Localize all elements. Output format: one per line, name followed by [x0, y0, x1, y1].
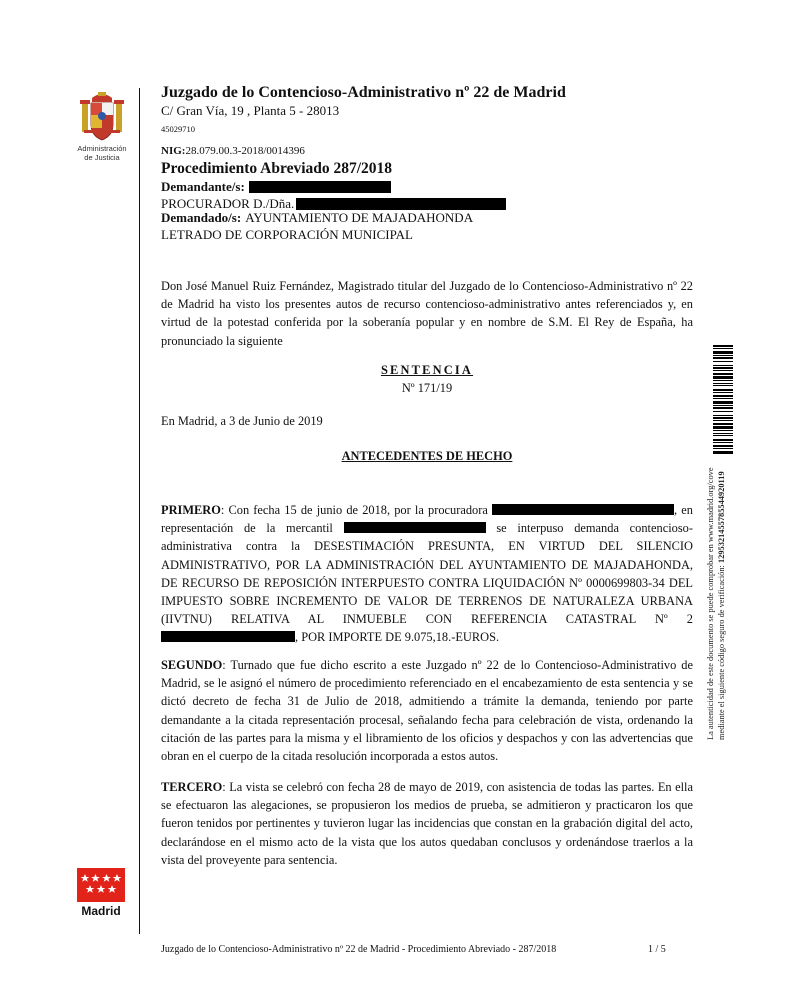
- verification-code: 1295321455785544920119: [716, 471, 726, 564]
- madrid-flag-logo: [77, 868, 125, 902]
- redaction-block: [344, 522, 486, 533]
- barcode: [713, 345, 733, 455]
- nig-line: [161, 145, 305, 157]
- tercero-label: TERCERO: [161, 780, 223, 794]
- redaction-block: [492, 504, 674, 515]
- madrid-label: Madrid: [81, 904, 121, 918]
- segundo-paragraph: SEGUNDO: Turnado que fue dicho escrito a este Juzgado nº 22 de lo Contencioso-Administrativo de Madrid, se le asignó el número de procedimiento referenciado en el encabezamiento de esta sentencia y se dictó decreto de fecha 31 de Julio de 2018, admitiendo a trámite la demanda, teniendo por parte demandante a la citada representación procesal, señalando fecha para celebración de vista, ordenando la citación de las partes para la misma y el libramiento de los oficios y despachos y con las advertencias que obran en el cuerpo de la citada resolución incorporada a estos autos.: [161, 658, 693, 764]
- verification-text: [706, 460, 727, 740]
- procurador-label: PROCURADOR D./Dña.: [161, 196, 295, 211]
- demandado-label: Demandado/s:: [161, 210, 242, 225]
- verification-line-2: mediante el siguiente código seguro de verificación: 1295321455785544920119: [716, 471, 726, 740]
- tercero-paragraph: TERCERO: La vista se celebró con fecha 28 de mayo de 2019, con asistencia de todas las partes. En ella se efectuaron las alegaciones, se propusieron los medios de prueba, se admitieron y practicaron los que fueron tenidos por pertinentes y tuvieron lugar las incidencias que constan en la grabación digital del acto, declarándose en el mismo acto de la vista que los autos quedaban conclusos y ordenándose traerlos a la vista del proveyente para sentencia.: [161, 780, 693, 867]
- verification-line-1: La autenticidad de este documento se puede comprobar en www.madrid.org/cove: [706, 467, 715, 740]
- court-address: C/ Gran Vía, 19 , Planta 5 - 28013: [161, 103, 340, 118]
- intro-paragraph: Don José Manuel Ruiz Fernández, Magistrado titular del Juzgado de lo Contencioso-Administrativo nº 22 de Madrid ha visto los presentes autos de recurso contencioso-administrativo antes referenciados y, en virtud de la potestad conferida por la soberanía popular y en nombre de S.M. El Rey de España, ha pronunciado la siguiente: [161, 279, 693, 348]
- coat-of-arms-logo: [78, 92, 126, 142]
- redaction-block: [161, 631, 295, 642]
- letrado-line: [161, 227, 413, 243]
- demandante-line: [161, 179, 391, 195]
- antecedentes-heading: ANTECEDENTES DE HECHO: [341, 449, 513, 463]
- nig-label: NIG:: [161, 145, 186, 157]
- demandado-line: [161, 210, 473, 226]
- court-code: 45029710: [161, 124, 195, 134]
- footer-text: Juzgado de lo Contencioso-Administrativo nº 22 de Madrid - Procedimiento Abreviado - 287/2018: [161, 944, 557, 955]
- nig-value: 28.079.00.3-2018/0014396: [185, 145, 305, 157]
- segundo-label: SEGUNDO: [161, 658, 223, 672]
- date-line: En Madrid, a 3 de Junio de 2019: [161, 414, 323, 428]
- court-title: Juzgado de lo Contencioso-Administrativo nº 22 de Madrid: [161, 84, 566, 101]
- procedure-title: Procedimiento Abreviado 287/2018: [161, 160, 393, 177]
- admin-justicia-label: Administración de Justicia: [77, 144, 127, 162]
- demandante-label: Demandante/s:: [161, 179, 245, 194]
- margin-rule: [139, 88, 140, 934]
- letrado-value: LETRADO DE CORPORACIÓN MUNICIPAL: [161, 227, 413, 242]
- demandado-value: AYUNTAMIENTO DE MAJADAHONDA: [245, 210, 474, 225]
- sentencia-heading: SENTENCIA: [380, 363, 474, 377]
- redaction-block: [296, 198, 506, 210]
- sentencia-number: Nº 171/19: [401, 381, 453, 395]
- redaction-block: [249, 181, 391, 193]
- page-number: 1 / 5: [648, 944, 666, 955]
- primero-label: PRIMERO: [161, 503, 221, 517]
- primero-paragraph: PRIMERO: Con fecha 15 de junio de 2018, por la procuradora , en representación de la mercantil se interpuso demanda contencioso-administrativa contra la DESESTIMACIÓN PRESUNTA, EN VIRTUD DEL SILENCIO ADMINISTRATIVO, POR LA ADMINISTRACIÓN DEL AYUNTAMIENTO DE MAJADAHONDA, DE RECURSO DE REPOSICIÓN INTERPUESTO CONTRA LIQUIDACIÓN Nº 0000699803-34 DEL IMPUESTO SOBRE INCREMENTO DE VALOR DE TERRENOS DE NATURALEZA URBANA (IIVTNU) RELATIVA AL INMUEBLE CON REFERENCIA CATASTRAL Nº 2, POR IMPORTE DE 9.075,18.-EUROS.: [161, 503, 694, 645]
